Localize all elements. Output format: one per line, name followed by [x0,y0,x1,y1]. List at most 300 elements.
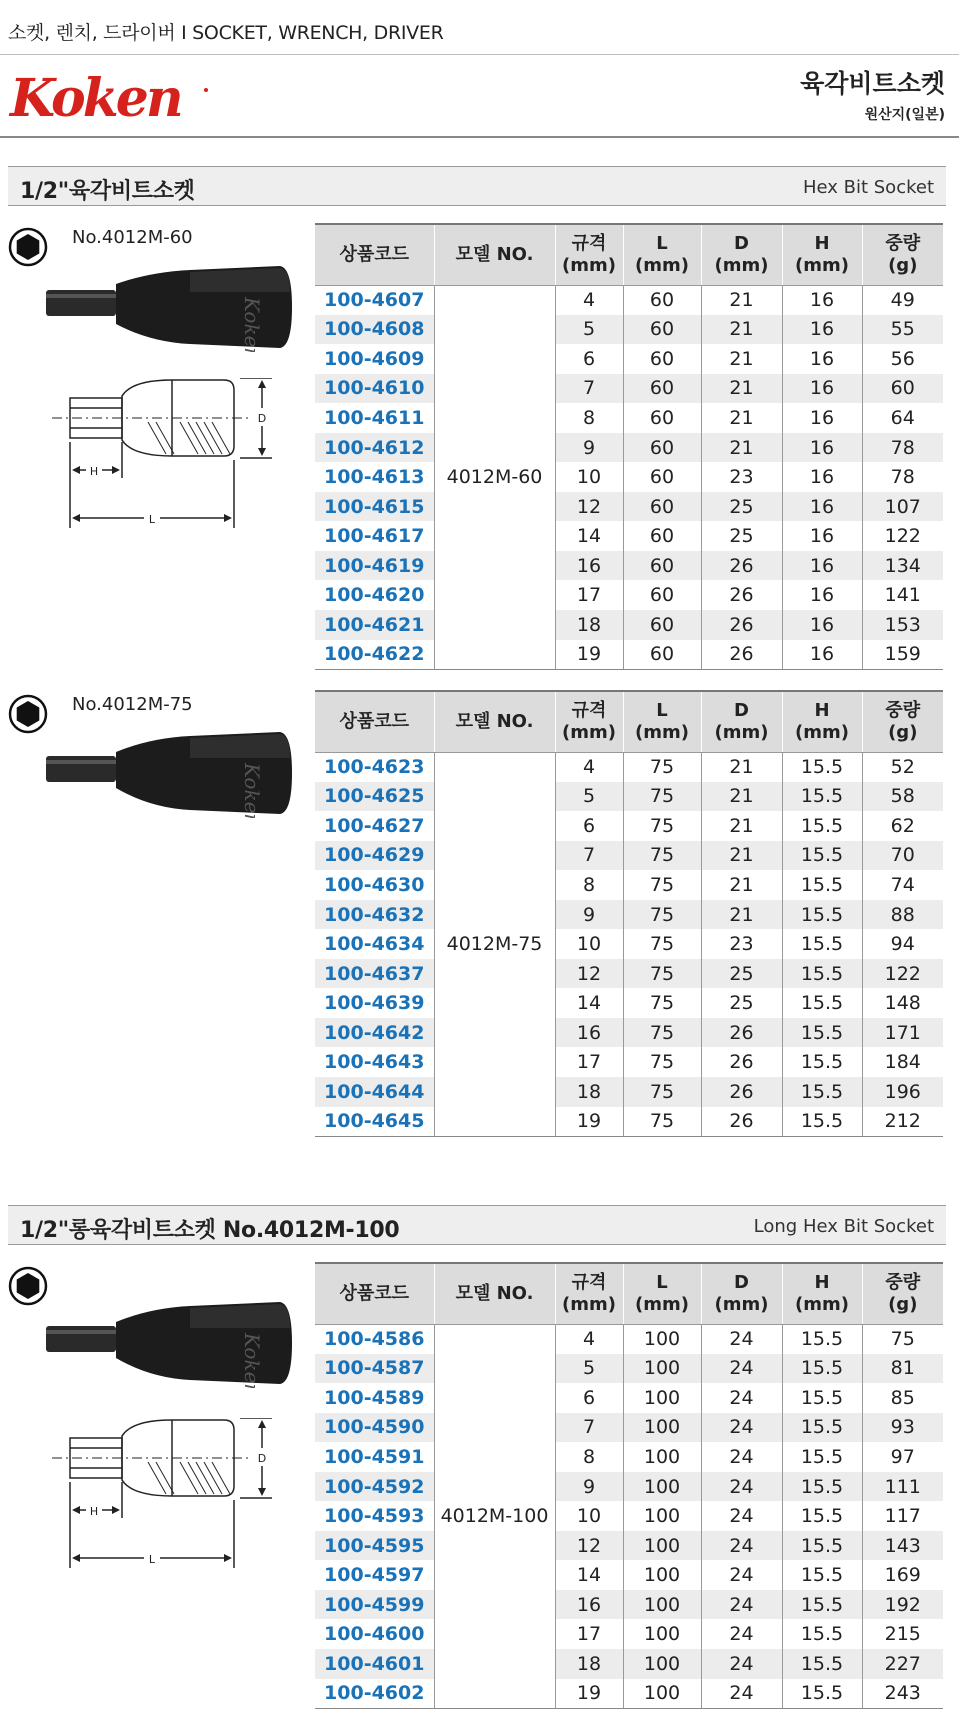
product-code-cell: 100-4639 [324,992,425,1015]
length-cell: 100 [623,1324,701,1354]
product-code-cell: 100-4602 [315,1679,434,1709]
hex-length-cell: 15.5 [782,1679,862,1709]
weight-cell: 143 [862,1531,943,1561]
section-header-long-hex-bit-socket [8,1205,946,1245]
weight-cell: 153 [862,610,943,640]
length-cell: 60 [623,462,701,492]
diameter-cell: 24 [701,1472,782,1502]
col-code: 상품코드 [315,1263,434,1324]
size-cell: 4 [555,1324,623,1354]
size-cell: 9 [555,1472,623,1502]
length-cell: 60 [623,315,701,345]
table-row [315,580,943,610]
weight-cell: 117 [862,1501,943,1531]
table-row [315,900,943,930]
hex-length-cell: 16 [782,344,862,374]
table-row [315,929,943,959]
col-d: D (mm) [701,691,782,752]
col-h: H (mm) [782,691,862,752]
diameter-cell: 23 [701,929,782,959]
weight-cell: 52 [862,752,943,782]
size-cell: 18 [555,1649,623,1679]
hex-length-cell: 15.5 [782,1649,862,1679]
product-code-cell: 100-4637 [315,959,434,989]
product-code-cell: 100-4630 [324,873,425,896]
hex-length-cell: 15.5 [782,1354,862,1384]
size-cell: 10 [555,462,623,492]
diameter-cell: 24 [701,1619,782,1649]
size-cell: 14 [555,1560,623,1590]
svg-text:Koken: Koken [10,68,181,129]
length-cell: 60 [623,344,701,374]
hex-length-cell: 15.5 [782,782,862,812]
table-header-row [315,1263,943,1324]
table-row [315,521,943,551]
length-cell: 100 [623,1354,701,1384]
length-cell: 75 [623,1018,701,1048]
size-cell: 4 [555,752,623,782]
diameter-cell: 24 [701,1560,782,1590]
diameter-cell: 26 [701,640,782,670]
diameter-cell: 24 [701,1590,782,1620]
diameter-cell: 21 [701,782,782,812]
hex-length-cell: 15.5 [782,959,862,989]
product-code-cell: 100-4622 [315,640,434,670]
weight-cell: 56 [862,344,943,374]
hex-length-cell: 15.5 [782,1472,862,1502]
table-row [315,752,943,782]
length-cell: 75 [623,752,701,782]
table-header-row [315,224,943,285]
product-code-cell: 100-4623 [324,756,425,779]
hex-drive-icon [8,227,48,267]
length-cell: 60 [623,610,701,640]
table-row [315,1531,943,1561]
col-h: H (mm) [782,1263,862,1324]
weight-cell: 70 [862,841,943,871]
weight-cell: 192 [862,1590,943,1620]
length-cell: 60 [623,492,701,522]
product-code-cell: 100-4644 [315,1077,434,1107]
hex-length-cell: 16 [782,551,862,581]
diameter-cell: 24 [701,1324,782,1354]
weight-cell: 49 [862,285,943,315]
length-cell: 100 [623,1531,701,1561]
length-cell: 60 [623,403,701,433]
diameter-cell: 21 [701,374,782,404]
table-row [315,1619,943,1649]
diameter-cell: 21 [701,315,782,345]
svg-text:L: L [148,513,156,526]
product-code-cell: 100-4627 [324,814,425,837]
length-cell: 60 [623,433,701,463]
diameter-cell: 26 [701,580,782,610]
col-model: 모델 NO. [434,691,555,752]
diameter-cell: 24 [701,1679,782,1709]
size-cell: 12 [555,959,623,989]
length-cell: 75 [623,1047,701,1077]
hex-length-cell: 16 [782,580,862,610]
weight-cell: 159 [862,640,943,670]
size-cell: 19 [555,640,623,670]
size-cell: 10 [555,1501,623,1531]
weight-cell: 85 [862,1383,943,1413]
length-cell: 100 [623,1472,701,1502]
diameter-cell: 21 [701,285,782,315]
hex-length-cell: 16 [782,462,862,492]
weight-cell: 81 [862,1354,943,1384]
product-code-cell: 100-4629 [315,841,434,871]
section-title: 1/2"육각비트소켓 [20,179,195,204]
table-row [315,959,943,989]
weight-cell: 111 [862,1472,943,1502]
section-title-en: Hex Bit Socket [802,177,934,198]
length-cell: 60 [623,640,701,670]
diameter-cell: 23 [701,462,782,492]
size-cell: 12 [555,1531,623,1561]
table-row [315,610,943,640]
product-code-cell: 100-4617 [324,525,425,548]
table-header-row [315,691,943,752]
table-row [315,315,943,345]
product-code-cell: 100-4611 [324,406,425,429]
product-code-cell: 100-4609 [324,347,425,370]
col-model: 모델 NO. [434,1263,555,1324]
diameter-cell: 24 [701,1413,782,1443]
diameter-cell: 21 [701,433,782,463]
svg-text:Koken: Koken [240,763,264,818]
length-cell: 75 [623,959,701,989]
size-cell: 7 [555,1413,623,1443]
length-cell: 75 [623,841,701,871]
table-row [315,344,943,374]
length-cell: 100 [623,1383,701,1413]
col-weight: 중량 (g) [862,1263,943,1324]
hex-length-cell: 16 [782,315,862,345]
length-cell: 75 [623,988,701,1018]
hex-length-cell: 15.5 [782,900,862,930]
weight-cell: 58 [862,782,943,812]
size-cell: 16 [555,1018,623,1048]
col-size: 규격 (mm) [555,224,623,285]
product-code-cell: 100-4597 [324,1564,425,1587]
table-body [315,285,943,669]
product-code-cell: 100-4634 [324,933,425,956]
weight-cell: 169 [862,1560,943,1590]
diameter-cell: 21 [701,752,782,782]
section-title-en: Long Hex Bit Socket [753,1216,934,1237]
size-cell: 6 [555,811,623,841]
size-cell: 8 [555,403,623,433]
diameter-cell: 26 [701,551,782,581]
diameter-cell: 21 [701,344,782,374]
col-l: L (mm) [623,691,701,752]
diameter-cell: 21 [701,811,782,841]
table-row [315,1649,943,1679]
size-cell: 19 [555,1679,623,1709]
col-weight: 중량 (g) [862,224,943,285]
diameter-cell: 26 [701,1018,782,1048]
hex-length-cell: 15.5 [782,752,862,782]
size-cell: 17 [555,1619,623,1649]
weight-cell: 93 [862,1413,943,1443]
weight-cell: 75 [862,1324,943,1354]
dimension-drawing [52,378,282,542]
length-cell: 100 [623,1413,701,1443]
diameter-cell: 21 [701,870,782,900]
table-row [315,1354,943,1384]
table-body [315,1324,943,1708]
hex-length-cell: 16 [782,492,862,522]
hex-length-cell: 15.5 [782,1107,862,1137]
size-cell: 16 [555,551,623,581]
product-code-cell: 100-4590 [315,1413,434,1443]
weight-cell: 171 [862,1018,943,1048]
col-d: D (mm) [701,1263,782,1324]
model-no-cell: 4012M-75 [434,752,555,1136]
size-cell: 17 [555,1047,623,1077]
spec-table-4012m-60 [315,223,943,670]
socket-photo [40,262,295,356]
weight-cell: 74 [862,870,943,900]
hex-length-cell: 15.5 [782,1413,862,1443]
diameter-cell: 25 [701,988,782,1018]
table-row [315,782,943,812]
product-code-cell: 100-4620 [324,584,425,607]
hex-length-cell: 15.5 [782,1324,862,1354]
product-code-cell: 100-4612 [315,433,434,463]
origin-label: 원산지(일본) [864,107,945,123]
size-cell: 6 [555,344,623,374]
weight-cell: 64 [862,403,943,433]
svg-text:Koken: Koken [240,1333,264,1388]
col-model: 모델 NO. [434,224,555,285]
diameter-cell: 24 [701,1501,782,1531]
size-cell: 8 [555,1442,623,1472]
weight-cell: 122 [862,521,943,551]
size-cell: 7 [555,374,623,404]
weight-cell: 78 [862,462,943,492]
hex-length-cell: 16 [782,521,862,551]
hex-length-cell: 16 [782,640,862,670]
hex-length-cell: 15.5 [782,929,862,959]
size-cell: 18 [555,1077,623,1107]
diameter-cell: 25 [701,521,782,551]
product-code-cell: 100-4593 [324,1505,425,1528]
col-code: 상품코드 [315,691,434,752]
diameter-cell: 24 [701,1531,782,1561]
length-cell: 75 [623,811,701,841]
size-cell: 14 [555,521,623,551]
size-cell: 10 [555,929,623,959]
size-cell: 12 [555,492,623,522]
size-cell: 5 [555,1354,623,1384]
table-row [315,870,943,900]
weight-cell: 55 [862,315,943,345]
table-row [315,841,943,871]
hex-length-cell: 15.5 [782,1047,862,1077]
product-code-cell: 100-4592 [315,1472,434,1502]
table-row [315,640,943,670]
weight-cell: 107 [862,492,943,522]
diameter-cell: 26 [701,1077,782,1107]
diameter-cell: 25 [701,492,782,522]
svg-text:D: D [257,412,267,425]
length-cell: 100 [623,1442,701,1472]
table-row [315,1047,943,1077]
product-code-cell: 100-4615 [315,492,434,522]
hex-length-cell: 15.5 [782,1442,862,1472]
weight-cell: 134 [862,551,943,581]
weight-cell: 62 [862,811,943,841]
table-row [315,551,943,581]
length-cell: 60 [623,374,701,404]
weight-cell: 60 [862,374,943,404]
weight-cell: 122 [862,959,943,989]
socket-photo [40,1298,295,1392]
spec-table-4012m-100 [315,1262,943,1709]
weight-cell: 243 [862,1679,943,1709]
product-code-cell: 100-4619 [315,551,434,581]
product-code-cell: 100-4587 [315,1354,434,1384]
diameter-cell: 24 [701,1383,782,1413]
diameter-cell: 24 [701,1442,782,1472]
size-cell: 19 [555,1107,623,1137]
length-cell: 75 [623,870,701,900]
table-row [315,1077,943,1107]
diameter-cell: 24 [701,1649,782,1679]
product-code-cell: 100-4625 [315,782,434,812]
table-row [315,433,943,463]
table-row [315,988,943,1018]
table-row [315,1501,943,1531]
product-code-cell: 100-4589 [324,1386,425,1409]
col-size: 규격 (mm) [555,691,623,752]
hex-length-cell: 15.5 [782,811,862,841]
length-cell: 75 [623,900,701,930]
weight-cell: 184 [862,1047,943,1077]
product-code-cell: 100-4643 [324,1051,425,1074]
length-cell: 60 [623,580,701,610]
table-row [315,492,943,522]
diameter-cell: 21 [701,403,782,433]
weight-cell: 148 [862,988,943,1018]
length-cell: 60 [623,285,701,315]
length-cell: 100 [623,1619,701,1649]
product-code-cell: 100-4613 [324,466,425,489]
weight-cell: 215 [862,1619,943,1649]
diameter-cell: 24 [701,1354,782,1384]
diameter-cell: 26 [701,1107,782,1137]
size-cell: 5 [555,315,623,345]
header-divider [0,136,959,138]
size-cell: 9 [555,900,623,930]
table-row [315,403,943,433]
table-row [315,374,943,404]
table-row [315,1472,943,1502]
col-code: 상품코드 [315,224,434,285]
model-no-cell: 4012M-100 [434,1324,555,1708]
product-code-cell: 100-4595 [315,1531,434,1561]
weight-cell: 141 [862,580,943,610]
diameter-cell: 26 [701,610,782,640]
table-row [315,1679,943,1709]
product-code-cell: 100-4586 [324,1328,425,1351]
koken-logo [8,60,208,134]
hex-length-cell: 15.5 [782,1077,862,1107]
hex-length-cell: 16 [782,285,862,315]
length-cell: 100 [623,1679,701,1709]
product-code-cell: 100-4599 [315,1590,434,1620]
size-cell: 18 [555,610,623,640]
size-cell: 4 [555,285,623,315]
weight-cell: 97 [862,1442,943,1472]
spec-table-4012m-75 [315,690,943,1137]
length-cell: 75 [623,1107,701,1137]
length-cell: 75 [623,1077,701,1107]
dimension-drawing [52,1418,282,1582]
size-cell: 14 [555,988,623,1018]
hex-length-cell: 15.5 [782,1560,862,1590]
table-row [315,1383,943,1413]
product-code-cell: 100-4610 [315,374,434,404]
svg-text:Koken: Koken [240,297,264,352]
table-row [315,285,943,315]
length-cell: 75 [623,782,701,812]
weight-cell: 78 [862,433,943,463]
svg-text:D: D [257,1452,267,1465]
socket-photo [40,728,295,822]
hex-length-cell: 15.5 [782,1501,862,1531]
weight-cell: 196 [862,1077,943,1107]
table-row [315,1324,943,1354]
section-title: 1/2"롱육각비트소켓 No.4012M-100 [20,1218,400,1243]
table-row [315,1107,943,1137]
length-cell: 100 [623,1560,701,1590]
col-l: L (mm) [623,224,701,285]
size-cell: 17 [555,580,623,610]
section-header-hex-bit-socket [8,166,946,206]
weight-cell: 227 [862,1649,943,1679]
size-cell: 9 [555,433,623,463]
hex-length-cell: 16 [782,403,862,433]
size-cell: 5 [555,782,623,812]
hex-length-cell: 15.5 [782,1590,862,1620]
weight-cell: 88 [862,900,943,930]
product-code-cell: 100-4600 [324,1623,425,1646]
table-body [315,752,943,1136]
size-cell: 16 [555,1590,623,1620]
length-cell: 60 [623,551,701,581]
model-no-cell: 4012M-60 [434,285,555,669]
table-row [315,1590,943,1620]
hex-length-cell: 15.5 [782,1619,862,1649]
svg-text:H: H [89,1505,99,1518]
top-divider [0,54,959,55]
length-cell: 60 [623,521,701,551]
hex-length-cell: 16 [782,433,862,463]
hex-length-cell: 15.5 [782,1018,862,1048]
weight-cell: 94 [862,929,943,959]
length-cell: 100 [623,1649,701,1679]
table-row [315,811,943,841]
col-d: D (mm) [701,224,782,285]
product-number: No.4012M-75 [72,694,193,715]
diameter-cell: 25 [701,959,782,989]
col-size: 규격 (mm) [555,1263,623,1324]
hex-length-cell: 15.5 [782,1531,862,1561]
hex-length-cell: 16 [782,374,862,404]
